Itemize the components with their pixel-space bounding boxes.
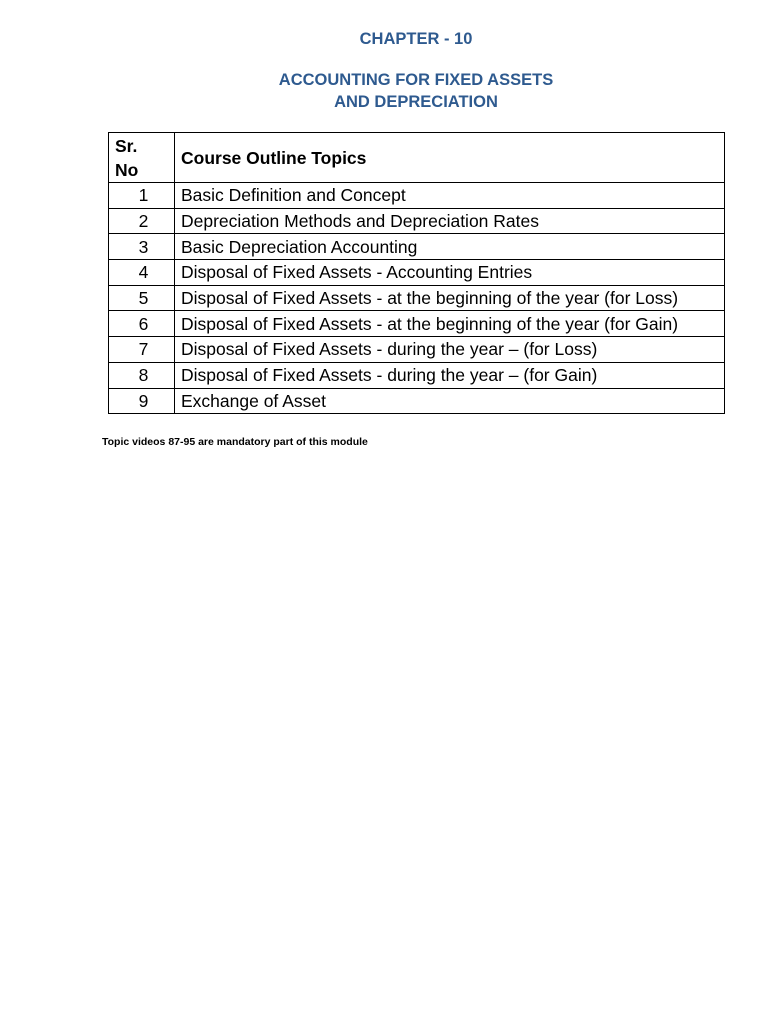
table-header-row (109, 133, 725, 183)
table-row (109, 362, 725, 388)
row-number: 9 (109, 388, 175, 414)
row-number: 8 (109, 362, 175, 388)
row-number: 1 (109, 183, 175, 209)
row-number: 5 (109, 285, 175, 311)
row-topic: Disposal of Fixed Assets - Accounting Entries (175, 260, 725, 286)
title-line-2: AND DEPRECIATION (334, 92, 498, 111)
column-header-srno-line2: No (115, 159, 139, 180)
row-topic: Disposal of Fixed Assets - at the beginning of the year (for Loss) (175, 285, 725, 311)
course-outline-table (108, 132, 725, 414)
table-row (109, 208, 725, 234)
row-number: 2 (109, 208, 175, 234)
row-topic: Exchange of Asset (175, 388, 725, 414)
column-header-srno (109, 133, 175, 183)
table-row (109, 183, 725, 209)
column-header-srno-line1: Sr. (115, 135, 138, 156)
table-row (109, 388, 725, 414)
table-row (109, 234, 725, 260)
table-row (109, 337, 725, 363)
column-header-topics: Course Outline Topics (175, 133, 725, 183)
row-topic: Basic Definition and Concept (175, 183, 725, 209)
document-title (0, 70, 768, 113)
table-row (109, 285, 725, 311)
row-topic: Disposal of Fixed Assets - during the year – (for Gain) (175, 362, 725, 388)
row-number: 3 (109, 234, 175, 260)
row-topic: Depreciation Methods and Depreciation Rates (175, 208, 725, 234)
table-row (109, 311, 725, 337)
row-number: 4 (109, 260, 175, 286)
row-number: 7 (109, 337, 175, 363)
table-row (109, 260, 725, 286)
row-topic: Disposal of Fixed Assets - at the beginning of the year (for Gain) (175, 311, 725, 337)
row-number: 6 (109, 311, 175, 337)
chapter-heading: CHAPTER - 10 (359, 30, 473, 48)
row-topic: Basic Depreciation Accounting (175, 234, 725, 260)
module-note: Topic videos 87-95 are mandatory part of this module (102, 436, 368, 448)
row-topic: Disposal of Fixed Assets - during the year – (for Loss) (175, 337, 725, 363)
title-line-1: ACCOUNTING FOR FIXED ASSETS (278, 71, 554, 89)
